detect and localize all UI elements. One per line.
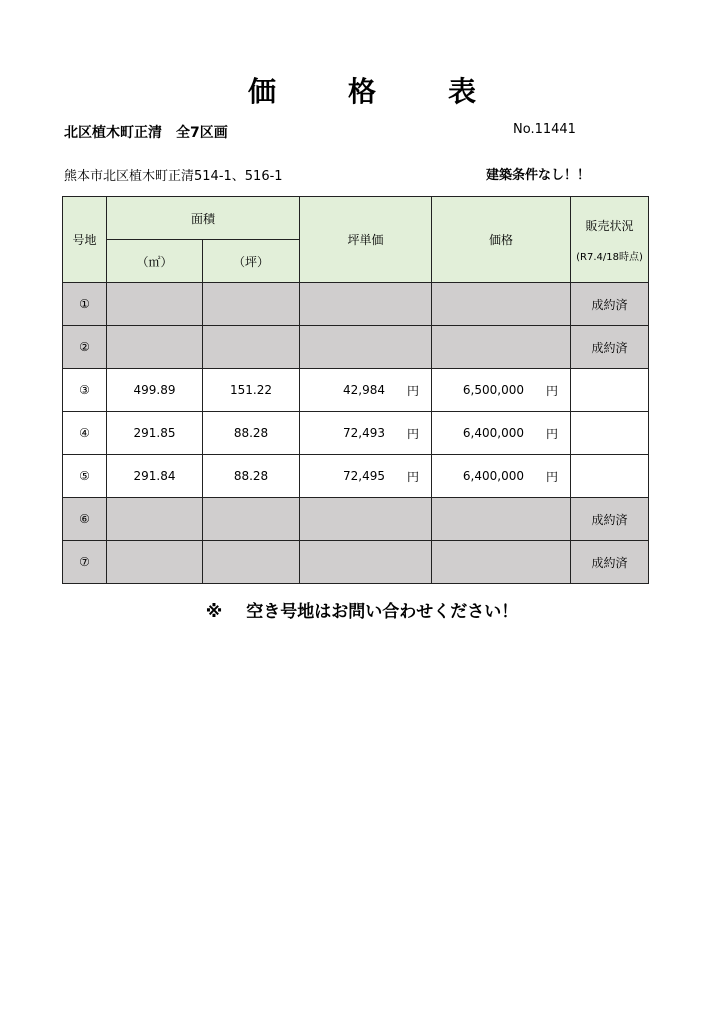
unit-price-cell — [300, 369, 432, 412]
area-m2 — [107, 283, 203, 326]
area-m2 — [107, 326, 203, 369]
price-cell — [432, 455, 571, 498]
yen-unit: 円 — [407, 383, 420, 398]
table-row — [63, 283, 649, 326]
price-value: 6,400,000 — [462, 426, 524, 440]
note-text: 空き号地はお問い合わせください！ — [246, 602, 519, 622]
sales-status: 成約済 — [571, 326, 649, 369]
unit-price-cell — [300, 283, 432, 326]
price-cell — [432, 541, 571, 584]
header-status-date: (R7.4/18時点) — [576, 251, 643, 263]
price-value: 6,400,000 — [462, 469, 524, 483]
header-area-m2: （㎡） — [107, 240, 203, 283]
sales-status: 成約済 — [571, 498, 649, 541]
lot-number: ② — [63, 326, 107, 369]
area-m2 — [107, 541, 203, 584]
price-value: 6,500,000 — [462, 383, 524, 397]
lot-number: ① — [63, 283, 107, 326]
header-unit-price: 坪単価 — [300, 197, 432, 283]
area-tsubo: 88.28 — [203, 455, 300, 498]
unit-price-cell — [300, 412, 432, 455]
header-price: 価格 — [432, 197, 571, 283]
unit-price-cell — [300, 541, 432, 584]
price-cell — [432, 412, 571, 455]
area-m2 — [107, 498, 203, 541]
area-tsubo — [203, 498, 300, 541]
price-cell — [432, 369, 571, 412]
area-tsubo — [203, 326, 300, 369]
yen-unit: 円 — [407, 469, 420, 484]
table-row — [63, 326, 649, 369]
table-row — [63, 455, 649, 498]
lot-number: ⑦ — [63, 541, 107, 584]
area-tsubo: 151.22 — [203, 369, 300, 412]
yen-unit: 円 — [546, 426, 559, 441]
header-status-label: 販売状況 — [585, 218, 634, 233]
unit-price-cell — [300, 326, 432, 369]
yen-unit: 円 — [546, 383, 559, 398]
lot-number: ⑤ — [63, 455, 107, 498]
lot-number: ③ — [63, 369, 107, 412]
table-row — [63, 541, 649, 584]
header-status — [571, 197, 649, 283]
price-cell — [432, 283, 571, 326]
area-m2: 499.89 — [107, 369, 203, 412]
area-tsubo: 88.28 — [203, 412, 300, 455]
unit-price-value: 72,495 — [343, 469, 385, 483]
unit-price-value: 72,493 — [343, 426, 385, 440]
table-row — [63, 498, 649, 541]
lot-number: ⑥ — [63, 498, 107, 541]
table-row — [63, 412, 649, 455]
document-number: No.11441 — [513, 122, 576, 137]
price-cell — [432, 498, 571, 541]
area-m2: 291.85 — [107, 412, 203, 455]
page-title: 価 格 表 — [247, 75, 498, 108]
unit-price-cell — [300, 498, 432, 541]
yen-unit: 円 — [546, 469, 559, 484]
building-condition: 建築条件なし！！ — [486, 168, 591, 183]
header-area: 面積 — [107, 197, 300, 240]
sales-status: 成約済 — [571, 283, 649, 326]
lot-number: ④ — [63, 412, 107, 455]
area-tsubo — [203, 541, 300, 584]
unit-price-cell — [300, 455, 432, 498]
table-row — [63, 369, 649, 412]
sales-status — [571, 412, 649, 455]
inquiry-note — [0, 597, 724, 622]
unit-price-value: 42,984 — [343, 383, 385, 397]
property-heading: 北区植木町正清 全7区画 — [64, 125, 228, 141]
sales-status: 成約済 — [571, 541, 649, 584]
area-m2: 291.84 — [107, 455, 203, 498]
area-tsubo — [203, 283, 300, 326]
yen-unit: 円 — [407, 426, 420, 441]
price-table — [62, 196, 649, 584]
header-area-tsubo: （坪） — [203, 240, 300, 283]
header-lot: 号地 — [63, 197, 107, 283]
price-cell — [432, 326, 571, 369]
sales-status — [571, 369, 649, 412]
sales-status — [571, 455, 649, 498]
note-mark: ※ — [205, 602, 223, 622]
property-address: 熊本市北区植木町正清514-1、516-1 — [64, 169, 283, 184]
